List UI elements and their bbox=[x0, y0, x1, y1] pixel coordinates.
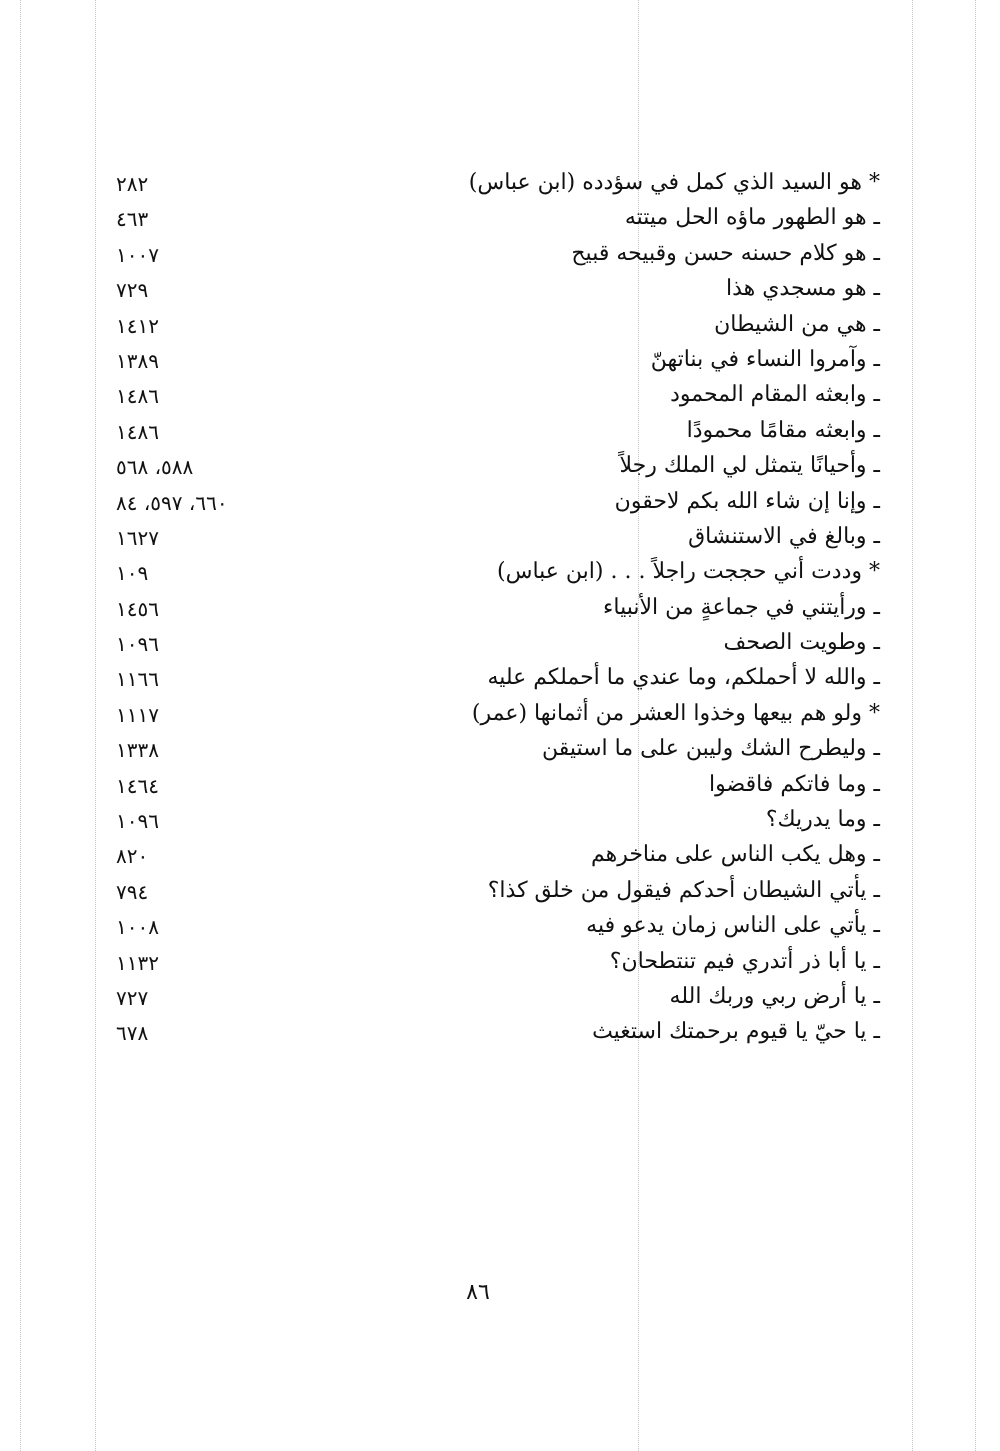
hadith-index-list bbox=[100, 165, 880, 1050]
entry-page-reference: ١٤٨٦ bbox=[116, 419, 159, 444]
entry-text: ـ وهل يكب الناس على مناخرهم bbox=[590, 842, 880, 868]
entry-page-reference: ١٠٩٦ bbox=[116, 809, 159, 834]
entry-page-reference: ٧٢٩ bbox=[116, 278, 149, 303]
entry-page-reference: ١١٦٦ bbox=[116, 667, 159, 692]
index-entry bbox=[100, 165, 880, 200]
entry-page-reference: ٨٢٠ bbox=[116, 844, 149, 869]
entry-page-reference: ١١٣٢ bbox=[116, 950, 159, 975]
entry-page-reference: ١٠٩٦ bbox=[116, 632, 159, 657]
entry-page-reference: ٥٨٨، ٥٦٨ bbox=[116, 455, 194, 480]
entry-page-reference: ١٤٥٦ bbox=[116, 596, 159, 621]
margin-guide-line bbox=[20, 0, 21, 1451]
entry-text: ـ والله لا أحملكم، وما عندي ما أحملكم عليه bbox=[487, 665, 880, 691]
entry-page-reference: ١١١٧ bbox=[116, 702, 159, 727]
entry-page-reference: ١٤١٢ bbox=[116, 313, 159, 338]
entry-text: * وددت أني حججت راجلاً . . . (ابن عباس) bbox=[497, 559, 880, 585]
entry-page-reference: ٧٩٤ bbox=[116, 879, 149, 904]
entry-text: ـ يا حيّ يا قيوم برحمتك استغيث bbox=[592, 1019, 880, 1045]
entry-text: ـ هي من الشيطان bbox=[714, 311, 880, 337]
entry-text: ـ هو الطهور ماؤه الحل ميتته bbox=[624, 205, 880, 231]
index-entry bbox=[100, 271, 880, 306]
entry-page-reference: ١٠٠٨ bbox=[116, 915, 159, 940]
index-entry bbox=[100, 802, 880, 837]
entry-text: * ولو هم بيعها وخذوا العشر من أثمانها (عمر) bbox=[471, 700, 880, 726]
entry-text: ـ يا أبا ذر أتدري فيم تنتطحان؟ bbox=[609, 948, 880, 974]
index-entry bbox=[100, 377, 880, 412]
entry-text: ـ يا أرض ربي وربك الله bbox=[669, 983, 880, 1009]
entry-text: ـ يأتي الشيطان أحدكم فيقول من خلق كذا؟ bbox=[487, 877, 880, 903]
entry-page-reference: ٧٢٧ bbox=[116, 985, 149, 1010]
entry-page-reference: ١٠٠٧ bbox=[116, 242, 159, 267]
margin-guide-line bbox=[95, 0, 96, 1451]
index-entry bbox=[100, 979, 880, 1014]
page-number: ٨٦ bbox=[466, 1280, 490, 1305]
entry-text: ـ وما فاتكم فاقضوا bbox=[709, 771, 880, 797]
entry-text: ـ وما يدريك؟ bbox=[765, 807, 880, 833]
entry-page-reference: ٢٨٢ bbox=[116, 172, 149, 196]
entry-text: ـ ورأيتني في جماعةٍ من الأنبياء bbox=[603, 594, 880, 620]
entry-page-reference: ١٤٨٦ bbox=[116, 384, 159, 409]
index-entry bbox=[100, 1014, 880, 1049]
entry-text: ـ وأحيانًا يتمثل لي الملك رجلاً bbox=[619, 453, 880, 479]
entry-page-reference: ٦٦٠، ٥٩٧، ٨٤ bbox=[116, 490, 228, 515]
index-entry bbox=[100, 236, 880, 271]
index-entry bbox=[100, 944, 880, 979]
index-entry bbox=[100, 554, 880, 589]
index-entry bbox=[100, 342, 880, 377]
entry-text: ـ يأتي على الناس زمان يدعو فيه bbox=[586, 913, 880, 939]
index-entry bbox=[100, 873, 880, 908]
index-entry bbox=[100, 448, 880, 483]
margin-guide-line bbox=[975, 0, 976, 1451]
index-entry bbox=[100, 908, 880, 943]
index-entry bbox=[100, 519, 880, 554]
index-entry bbox=[100, 767, 880, 802]
index-entry bbox=[100, 413, 880, 448]
entry-text: ـ وابعثه المقام المحمود bbox=[670, 382, 880, 408]
entry-text: * هو السيد الذي كمل في سؤدده (ابن عباس) bbox=[468, 170, 880, 195]
entry-text: ـ وابعثه مقامًا محمودًا bbox=[686, 417, 880, 443]
index-entry bbox=[100, 307, 880, 342]
index-entry bbox=[100, 660, 880, 695]
index-entry bbox=[100, 200, 880, 235]
entry-page-reference: ١٠٩ bbox=[116, 561, 149, 586]
entry-text: ـ وليطرح الشك وليبن على ما استيقن bbox=[541, 736, 880, 762]
entry-page-reference: ١٤٦٤ bbox=[116, 773, 159, 798]
entry-text: ـ وبالغ في الاستنشاق bbox=[688, 523, 880, 549]
entry-text: ـ هو كلام حسنه حسن وقبيحه قبيح bbox=[571, 240, 880, 266]
index-entry bbox=[100, 696, 880, 731]
entry-page-reference: ١٣٣٨ bbox=[116, 738, 159, 763]
entry-page-reference: ٦٧٨ bbox=[116, 1021, 149, 1046]
index-entry bbox=[100, 731, 880, 766]
index-entry bbox=[100, 590, 880, 625]
margin-guide-line bbox=[912, 0, 913, 1451]
entry-text: ـ وطويت الصحف bbox=[723, 630, 880, 656]
entry-page-reference: ١٣٨٩ bbox=[116, 348, 159, 373]
index-entry bbox=[100, 625, 880, 660]
entry-page-reference: ٤٦٣ bbox=[116, 207, 149, 232]
entry-text: ـ وآمروا النساء في بناتهنّ bbox=[650, 346, 880, 372]
entry-page-reference: ١٦٢٧ bbox=[116, 525, 159, 550]
entry-text: ـ وإنا إن شاء الله بكم لاحقون bbox=[614, 488, 880, 514]
index-entry bbox=[100, 484, 880, 519]
index-entry bbox=[100, 837, 880, 872]
entry-text: ـ هو مسجدي هذا bbox=[725, 276, 880, 302]
